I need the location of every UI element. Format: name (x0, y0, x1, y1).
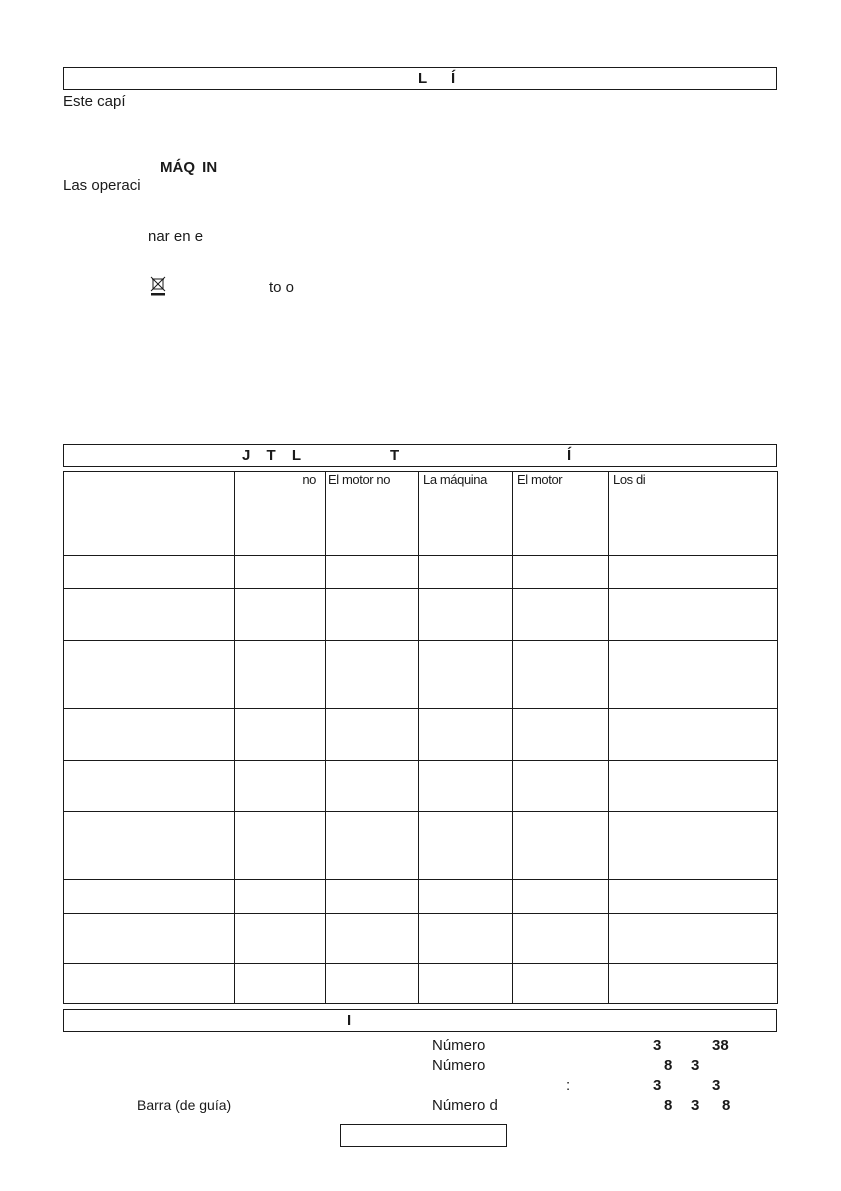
table-row (64, 964, 778, 1004)
spec-line-value: 8 (664, 1057, 673, 1074)
table-cell (326, 964, 419, 1004)
table-cell (419, 880, 513, 914)
spec-line-label: Número d (432, 1097, 498, 1114)
table-row (64, 709, 778, 761)
table-cell (513, 709, 609, 761)
table-cell (235, 641, 326, 709)
crossed-bin-icon (150, 276, 166, 296)
table-cell (326, 880, 419, 914)
table-header-cell: Los di (609, 472, 778, 556)
table-header-row (64, 472, 778, 556)
section1-subheading: MÁQ IN (160, 159, 218, 176)
table-cell (326, 761, 419, 812)
table-cell (419, 589, 513, 641)
table-cell (513, 964, 609, 1004)
table-row (64, 914, 778, 964)
table-row (64, 556, 778, 589)
spec-line-label: Número (432, 1037, 486, 1054)
table-row (64, 761, 778, 812)
spec-line-value: 38 (712, 1037, 729, 1054)
section1-intro: Este capí (63, 93, 126, 110)
section3-header: I (347, 1012, 352, 1029)
section2-header-box (63, 444, 777, 467)
table-cell (609, 964, 778, 1004)
table-cell (235, 812, 326, 880)
section1-fragment1: nar en e (148, 228, 204, 245)
table-cell (513, 812, 609, 880)
table-cell (609, 914, 778, 964)
table-cell (326, 709, 419, 761)
table-cell (513, 880, 609, 914)
table-cell (513, 914, 609, 964)
table-cell (513, 589, 609, 641)
table-header-cell: no (235, 472, 326, 556)
table-cell (609, 709, 778, 761)
section1-operations: Las operaci (63, 177, 141, 194)
table-cell (419, 914, 513, 964)
table-cell (64, 761, 235, 812)
table-cell (64, 914, 235, 964)
table-cell (419, 709, 513, 761)
table-cell (609, 589, 778, 641)
spec-line-value: 3 (653, 1037, 662, 1054)
troubleshooting-table (63, 471, 778, 1004)
section2-header-right: Í (567, 447, 572, 464)
section2-header-left: J T L (242, 447, 302, 464)
spec-line-value: 3 (691, 1057, 700, 1074)
table-cell (326, 556, 419, 589)
section1-header-box (63, 67, 777, 90)
table-cell (419, 964, 513, 1004)
section1-fragment2: to o (269, 279, 295, 296)
table-row (64, 589, 778, 641)
spec-line-value: 3 (653, 1077, 662, 1094)
table-cell (609, 880, 778, 914)
table-cell (326, 641, 419, 709)
table-cell (64, 812, 235, 880)
table-header-cell: El motor (513, 472, 609, 556)
table-cell (419, 556, 513, 589)
table-row (64, 880, 778, 914)
table-header-cell: La máquina (419, 472, 513, 556)
table-cell (235, 880, 326, 914)
table-cell (609, 761, 778, 812)
table-cell (419, 641, 513, 709)
spec-line-value: 8 (722, 1097, 731, 1114)
table-cell (513, 641, 609, 709)
table-cell (64, 556, 235, 589)
table-cell (609, 812, 778, 880)
page-number-box (340, 1124, 507, 1147)
table-cell (419, 761, 513, 812)
table-cell (64, 880, 235, 914)
table-cell (326, 589, 419, 641)
table-cell (513, 556, 609, 589)
section2-header-mid: T (390, 447, 400, 464)
spec-line-label: : (566, 1077, 571, 1094)
spec-line-value: 8 (664, 1097, 673, 1114)
table-header-cell (64, 472, 235, 556)
table-cell (326, 914, 419, 964)
table-row (64, 641, 778, 709)
table-cell (326, 812, 419, 880)
table-row (64, 812, 778, 880)
table-cell (64, 709, 235, 761)
spec-line-label: Número (432, 1057, 486, 1074)
section3-header-box (63, 1009, 777, 1032)
table-cell (609, 641, 778, 709)
spec-line-value: 3 (712, 1077, 721, 1094)
table-cell (609, 556, 778, 589)
spec-line-value: 3 (691, 1097, 700, 1114)
table-cell (235, 589, 326, 641)
table-cell (235, 914, 326, 964)
table-header-cell: El motor no (326, 472, 419, 556)
table-cell (513, 761, 609, 812)
table-cell (64, 641, 235, 709)
guide-bar-label: Barra (de guía) (137, 1097, 232, 1113)
section1-header: L Í (418, 70, 456, 87)
table-cell (235, 964, 326, 1004)
table-cell (235, 709, 326, 761)
table-cell (235, 761, 326, 812)
table-cell (64, 964, 235, 1004)
table-cell (64, 589, 235, 641)
table-cell (235, 556, 326, 589)
table-cell (419, 812, 513, 880)
